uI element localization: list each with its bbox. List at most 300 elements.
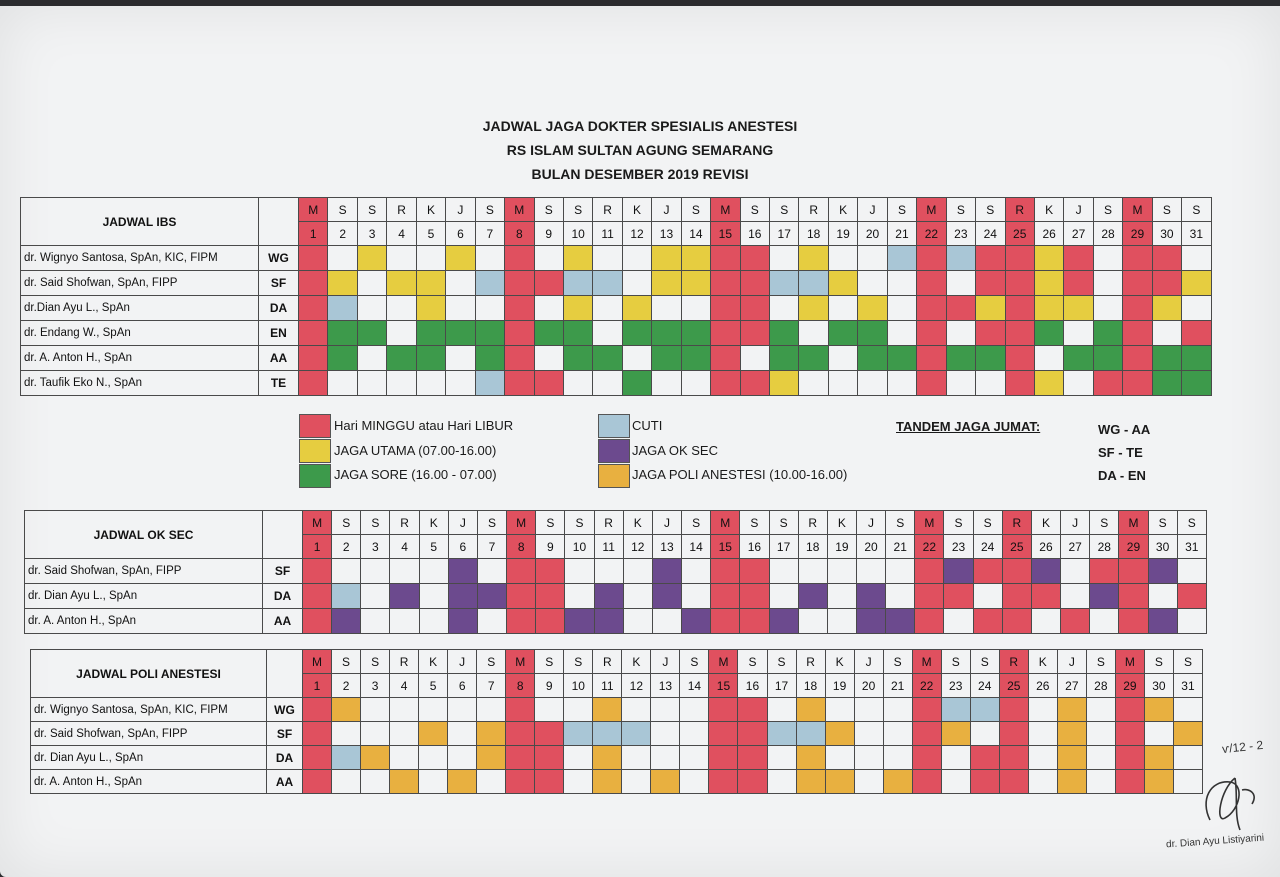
schedule-cell bbox=[1034, 296, 1063, 321]
schedule-cell bbox=[361, 722, 390, 746]
schedule-cell bbox=[917, 321, 946, 346]
schedule-cell bbox=[593, 722, 622, 746]
schedule-cell bbox=[858, 271, 887, 296]
day-letter: S bbox=[477, 650, 506, 674]
title-line-3: BULAN DESEMBER 2019 REVISI bbox=[531, 166, 749, 182]
schedule-cell bbox=[681, 346, 710, 371]
date-number: 28 bbox=[1090, 535, 1119, 559]
schedule-cell bbox=[1177, 609, 1206, 634]
schedule-cell bbox=[1061, 609, 1090, 634]
schedule-cell bbox=[973, 559, 1002, 584]
schedule-cell bbox=[999, 746, 1028, 770]
schedule-cell bbox=[711, 271, 740, 296]
schedule-cell bbox=[1034, 321, 1063, 346]
schedule-cell bbox=[505, 346, 534, 371]
schedule-cell bbox=[593, 698, 622, 722]
title-line-2: RS ISLAM SULTAN AGUNG SEMARANG bbox=[506, 142, 774, 158]
day-letter: S bbox=[361, 511, 390, 535]
schedule-cell bbox=[390, 559, 419, 584]
day-letter: S bbox=[682, 511, 711, 535]
schedule-cell bbox=[1177, 584, 1206, 609]
day-letter: R bbox=[593, 198, 622, 222]
date-number: 4 bbox=[387, 222, 416, 246]
day-letter: J bbox=[1057, 650, 1086, 674]
day-letter: S bbox=[976, 198, 1005, 222]
schedule-cell bbox=[475, 246, 504, 271]
schedule-cell bbox=[303, 584, 332, 609]
schedule-cell bbox=[1090, 559, 1119, 584]
schedule-cell bbox=[477, 722, 506, 746]
schedule-cell bbox=[477, 584, 506, 609]
day-letter: R bbox=[1005, 198, 1034, 222]
date-number: 31 bbox=[1177, 535, 1206, 559]
date-number: 16 bbox=[740, 222, 769, 246]
schedule-cell bbox=[390, 609, 419, 634]
schedule-cell bbox=[505, 246, 534, 271]
schedule-cell bbox=[446, 271, 475, 296]
schedule-cell bbox=[416, 321, 445, 346]
schedule-cell bbox=[946, 346, 975, 371]
schedule-cell bbox=[563, 271, 592, 296]
day-letter: J bbox=[854, 650, 883, 674]
schedule-cell bbox=[303, 559, 332, 584]
day-letter: K bbox=[622, 198, 651, 222]
date-number: 14 bbox=[681, 222, 710, 246]
schedule-cell bbox=[970, 770, 999, 794]
schedule-cell bbox=[448, 584, 477, 609]
date-number: 23 bbox=[946, 222, 975, 246]
schedule-cell bbox=[1064, 271, 1093, 296]
day-letter: S bbox=[361, 650, 390, 674]
schedule-cell bbox=[416, 271, 445, 296]
date-number: 30 bbox=[1148, 535, 1177, 559]
schedule-cell bbox=[738, 770, 767, 794]
schedule-cell bbox=[416, 371, 445, 396]
schedule-cell bbox=[332, 584, 361, 609]
day-letter: S bbox=[1093, 198, 1122, 222]
schedule-cell bbox=[976, 246, 1005, 271]
schedule-cell bbox=[299, 296, 328, 321]
schedule-cell bbox=[854, 746, 883, 770]
schedule-cell bbox=[651, 746, 680, 770]
table-row bbox=[31, 722, 1203, 746]
table-row bbox=[31, 698, 1203, 722]
doctor-name: dr. A. Anton H., SpAn bbox=[25, 609, 263, 634]
date-number: 17 bbox=[767, 674, 796, 698]
schedule-cell bbox=[798, 609, 827, 634]
schedule-cell bbox=[709, 698, 738, 722]
schedule-cell bbox=[740, 246, 769, 271]
schedule-cell bbox=[477, 559, 506, 584]
schedule-cell bbox=[475, 346, 504, 371]
date-number: 26 bbox=[1034, 222, 1063, 246]
schedule-cell bbox=[1057, 698, 1086, 722]
schedule-cell bbox=[944, 559, 973, 584]
schedule-cell bbox=[912, 722, 941, 746]
schedule-cell bbox=[534, 271, 563, 296]
date-number: 14 bbox=[680, 674, 709, 698]
schedule-cell bbox=[976, 371, 1005, 396]
date-number: 12 bbox=[622, 674, 651, 698]
schedule-cell bbox=[858, 246, 887, 271]
schedule-cell bbox=[740, 584, 769, 609]
schedule-cell bbox=[887, 371, 916, 396]
date-number: 21 bbox=[883, 674, 912, 698]
schedule-cell bbox=[1005, 321, 1034, 346]
schedule-cell bbox=[1177, 559, 1206, 584]
date-number: 12 bbox=[623, 535, 652, 559]
schedule-cell bbox=[419, 746, 448, 770]
code-header bbox=[263, 511, 303, 559]
date-number: 21 bbox=[887, 222, 916, 246]
day-letter: S bbox=[563, 198, 592, 222]
date-number: 9 bbox=[534, 222, 563, 246]
schedule-cell bbox=[446, 346, 475, 371]
schedule-cell bbox=[1119, 584, 1148, 609]
doctor-name: dr. Wignyo Santosa, SpAn, KIC, FIPM bbox=[21, 246, 259, 271]
day-letter: J bbox=[856, 511, 885, 535]
schedule-cell bbox=[357, 371, 386, 396]
signature-scribble bbox=[1190, 770, 1280, 840]
schedule-cell bbox=[767, 746, 796, 770]
schedule-cell bbox=[564, 698, 593, 722]
table-row bbox=[21, 321, 1212, 346]
schedule-cell bbox=[1152, 321, 1181, 346]
schedule-cell bbox=[534, 296, 563, 321]
date-number: 27 bbox=[1057, 674, 1086, 698]
schedule-cell bbox=[652, 246, 681, 271]
date-number: 13 bbox=[652, 535, 681, 559]
day-letter: M bbox=[1115, 650, 1144, 674]
schedule-cell bbox=[1182, 271, 1211, 296]
schedule-cell bbox=[565, 584, 594, 609]
schedule-cell bbox=[332, 698, 361, 722]
date-number: 5 bbox=[419, 535, 448, 559]
schedule-cell bbox=[681, 371, 710, 396]
schedule-cell bbox=[303, 722, 332, 746]
day-letter: S bbox=[357, 198, 386, 222]
schedule-cell bbox=[740, 609, 769, 634]
schedule-cell bbox=[854, 698, 883, 722]
schedule-cell bbox=[828, 371, 857, 396]
schedule-cell bbox=[328, 371, 357, 396]
date-number: 18 bbox=[798, 535, 827, 559]
table-row bbox=[31, 770, 1203, 794]
day-letter: R bbox=[593, 650, 622, 674]
date-number: 11 bbox=[594, 535, 623, 559]
schedule-cell bbox=[825, 746, 854, 770]
schedule-cell bbox=[711, 559, 740, 584]
schedule-cell bbox=[1034, 371, 1063, 396]
schedule-cell bbox=[332, 770, 361, 794]
schedule-cell bbox=[740, 296, 769, 321]
schedule-cell bbox=[357, 271, 386, 296]
schedule-cell bbox=[535, 746, 564, 770]
schedule-cell bbox=[419, 609, 448, 634]
schedule-cell bbox=[505, 321, 534, 346]
date-number: 13 bbox=[652, 222, 681, 246]
schedule-cell bbox=[709, 746, 738, 770]
day-letter: S bbox=[767, 650, 796, 674]
day-letter: M bbox=[505, 198, 534, 222]
day-letter: S bbox=[681, 198, 710, 222]
day-letter: S bbox=[944, 511, 973, 535]
schedule-cell bbox=[917, 346, 946, 371]
day-letter: S bbox=[887, 198, 916, 222]
day-letter: S bbox=[941, 650, 970, 674]
date-number: 28 bbox=[1086, 674, 1115, 698]
schedule-cell bbox=[827, 609, 856, 634]
schedule-cell bbox=[1002, 609, 1031, 634]
doctor-name: dr. Dian Ayu L., SpAn bbox=[31, 746, 267, 770]
schedule-cell bbox=[887, 246, 916, 271]
date-number: 27 bbox=[1061, 535, 1090, 559]
day-letter: K bbox=[623, 511, 652, 535]
schedule-cell bbox=[622, 746, 651, 770]
schedule-cell bbox=[448, 698, 477, 722]
schedule-cell bbox=[446, 296, 475, 321]
schedule-cell bbox=[944, 609, 973, 634]
date-number: 22 bbox=[917, 222, 946, 246]
schedule-cell bbox=[1115, 746, 1144, 770]
day-letter: J bbox=[1064, 198, 1093, 222]
date-number: 17 bbox=[769, 535, 798, 559]
schedule-cell bbox=[357, 321, 386, 346]
schedule-cell bbox=[593, 321, 622, 346]
date-number: 10 bbox=[564, 674, 593, 698]
day-letter: R bbox=[390, 511, 419, 535]
date-number: 26 bbox=[1028, 674, 1057, 698]
schedule-cell bbox=[361, 746, 390, 770]
schedule-cell bbox=[856, 584, 885, 609]
schedule-cell bbox=[999, 722, 1028, 746]
schedule-cell bbox=[651, 770, 680, 794]
day-letter: K bbox=[825, 650, 854, 674]
doctor-code: AA bbox=[263, 609, 303, 634]
date-number: 25 bbox=[1002, 535, 1031, 559]
schedule-cell bbox=[1148, 559, 1177, 584]
schedule-cell bbox=[1182, 371, 1211, 396]
tandem-pair-3: DA - EN bbox=[1098, 468, 1146, 483]
legend-label-cuti: CUTI bbox=[632, 418, 663, 433]
day-letter: R bbox=[1002, 511, 1031, 535]
schedule-cell bbox=[1144, 722, 1173, 746]
schedule-cell bbox=[858, 321, 887, 346]
schedule-cell bbox=[1028, 746, 1057, 770]
schedule-cell bbox=[915, 559, 944, 584]
schedule-cell bbox=[825, 770, 854, 794]
schedule-cell bbox=[798, 584, 827, 609]
day-letter: S bbox=[680, 650, 709, 674]
day-letter: S bbox=[564, 650, 593, 674]
schedule-cell bbox=[390, 584, 419, 609]
day-letter: R bbox=[390, 650, 419, 674]
schedule-cell bbox=[1173, 722, 1202, 746]
schedule-cell bbox=[887, 346, 916, 371]
date-number: 2 bbox=[328, 222, 357, 246]
schedule-cell bbox=[917, 271, 946, 296]
schedule-cell bbox=[1002, 559, 1031, 584]
schedule-cell bbox=[976, 271, 1005, 296]
date-number: 19 bbox=[825, 674, 854, 698]
date-number: 26 bbox=[1031, 535, 1060, 559]
date-number: 29 bbox=[1115, 674, 1144, 698]
schedule-cell bbox=[856, 559, 885, 584]
schedule-cell bbox=[1152, 271, 1181, 296]
schedule-cell bbox=[796, 770, 825, 794]
date-number: 8 bbox=[506, 674, 535, 698]
schedule-cell bbox=[799, 346, 828, 371]
schedule-cell bbox=[563, 246, 592, 271]
schedule-cell bbox=[361, 770, 390, 794]
schedule-cell bbox=[1123, 371, 1152, 396]
table-jadwal-ok-sec bbox=[24, 510, 1207, 634]
doctor-code: AA bbox=[267, 770, 303, 794]
day-letter: S bbox=[1144, 650, 1173, 674]
day-letter: S bbox=[973, 511, 1002, 535]
schedule-cell bbox=[1093, 296, 1122, 321]
schedule-cell bbox=[593, 371, 622, 396]
schedule-cell bbox=[711, 584, 740, 609]
schedule-cell bbox=[799, 371, 828, 396]
day-letter: M bbox=[711, 198, 740, 222]
doctor-name: dr. Wignyo Santosa, SpAn, KIC, FIPM bbox=[31, 698, 267, 722]
date-number: 7 bbox=[477, 535, 506, 559]
schedule-cell bbox=[680, 698, 709, 722]
schedule-cell bbox=[946, 246, 975, 271]
schedule-cell bbox=[652, 371, 681, 396]
schedule-cell bbox=[915, 584, 944, 609]
schedule-cell bbox=[946, 296, 975, 321]
day-letter: M bbox=[507, 511, 536, 535]
doctor-name: dr. A. Anton H., SpAn bbox=[31, 770, 267, 794]
schedule-cell bbox=[622, 722, 651, 746]
day-letter: S bbox=[332, 650, 361, 674]
date-number: 6 bbox=[448, 674, 477, 698]
schedule-cell bbox=[387, 246, 416, 271]
schedule-cell bbox=[854, 770, 883, 794]
date-number: 14 bbox=[682, 535, 711, 559]
date-number: 20 bbox=[854, 674, 883, 698]
day-letter: M bbox=[303, 650, 332, 674]
schedule-cell bbox=[419, 698, 448, 722]
day-letter: R bbox=[798, 511, 827, 535]
day-letter: J bbox=[448, 650, 477, 674]
schedule-cell bbox=[299, 321, 328, 346]
schedule-cell bbox=[651, 722, 680, 746]
day-letter: S bbox=[1148, 511, 1177, 535]
legend-swatch-libur bbox=[299, 414, 331, 438]
date-number: 6 bbox=[446, 222, 475, 246]
schedule-cell bbox=[740, 271, 769, 296]
schedule-cell bbox=[1123, 346, 1152, 371]
schedule-cell bbox=[1182, 346, 1211, 371]
schedule-cell bbox=[711, 371, 740, 396]
schedule-cell bbox=[535, 698, 564, 722]
schedule-cell bbox=[886, 584, 915, 609]
schedule-cell bbox=[682, 609, 711, 634]
date-number: 2 bbox=[332, 535, 361, 559]
schedule-cell bbox=[593, 246, 622, 271]
schedule-cell bbox=[387, 371, 416, 396]
date-number: 7 bbox=[475, 222, 504, 246]
schedule-cell bbox=[594, 609, 623, 634]
schedule-cell bbox=[622, 770, 651, 794]
doctor-code: SF bbox=[263, 559, 303, 584]
day-letter: K bbox=[1028, 650, 1057, 674]
schedule-cell bbox=[448, 609, 477, 634]
date-number: 30 bbox=[1144, 674, 1173, 698]
schedule-cell bbox=[680, 746, 709, 770]
schedule-cell bbox=[1005, 346, 1034, 371]
schedule-cell bbox=[825, 698, 854, 722]
schedule-cell bbox=[1093, 246, 1122, 271]
legend-swatch-utama bbox=[299, 439, 331, 463]
schedule-cell bbox=[564, 722, 593, 746]
schedule-cell bbox=[1093, 346, 1122, 371]
schedule-cell bbox=[858, 296, 887, 321]
schedule-cell bbox=[1144, 770, 1173, 794]
schedule-cell bbox=[769, 559, 798, 584]
schedule-cell bbox=[390, 698, 419, 722]
title-line-1: JADWAL JAGA DOKTER SPESIALIS ANESTESI bbox=[482, 118, 798, 134]
day-letter: S bbox=[332, 511, 361, 535]
schedule-cell bbox=[970, 722, 999, 746]
schedule-cell bbox=[1115, 722, 1144, 746]
date-number: 13 bbox=[651, 674, 680, 698]
schedule-cell bbox=[328, 346, 357, 371]
schedule-cell bbox=[769, 609, 798, 634]
schedule-cell bbox=[357, 346, 386, 371]
legend-label-utama: JAGA UTAMA (07.00-16.00) bbox=[334, 443, 497, 458]
schedule-cell bbox=[534, 346, 563, 371]
date-number: 10 bbox=[565, 535, 594, 559]
schedule-cell bbox=[299, 371, 328, 396]
schedule-cell bbox=[299, 246, 328, 271]
legend-swatch-oksec bbox=[598, 439, 630, 463]
signature-name: dr. Dian Ayu Listiyarini bbox=[1165, 832, 1265, 851]
schedule-cell bbox=[1031, 609, 1060, 634]
doctor-code: WG bbox=[267, 698, 303, 722]
day-letter: S bbox=[328, 198, 357, 222]
schedule-cell bbox=[883, 698, 912, 722]
schedule-cell bbox=[912, 770, 941, 794]
schedule-cell bbox=[1028, 770, 1057, 794]
schedule-cell bbox=[770, 296, 799, 321]
date-number: 11 bbox=[593, 222, 622, 246]
day-letter: S bbox=[1173, 650, 1202, 674]
schedule-cell bbox=[1086, 722, 1115, 746]
schedule-cell bbox=[564, 746, 593, 770]
schedule-cell bbox=[1005, 246, 1034, 271]
schedule-cell bbox=[976, 321, 1005, 346]
schedule-cell bbox=[1057, 770, 1086, 794]
schedule-cell bbox=[1064, 321, 1093, 346]
date-number: 22 bbox=[912, 674, 941, 698]
schedule-cell bbox=[827, 559, 856, 584]
schedule-cell bbox=[416, 246, 445, 271]
tandem-title: TANDEM JAGA JUMAT: bbox=[896, 419, 1041, 434]
schedule-cell bbox=[475, 296, 504, 321]
schedule-cell bbox=[941, 746, 970, 770]
code-header bbox=[267, 650, 303, 698]
schedule-cell bbox=[594, 559, 623, 584]
doctor-name: dr. A. Anton H., SpAn bbox=[21, 346, 259, 371]
date-number: 7 bbox=[477, 674, 506, 698]
date-number: 12 bbox=[622, 222, 651, 246]
schedule-cell bbox=[767, 698, 796, 722]
schedule-cell bbox=[506, 746, 535, 770]
